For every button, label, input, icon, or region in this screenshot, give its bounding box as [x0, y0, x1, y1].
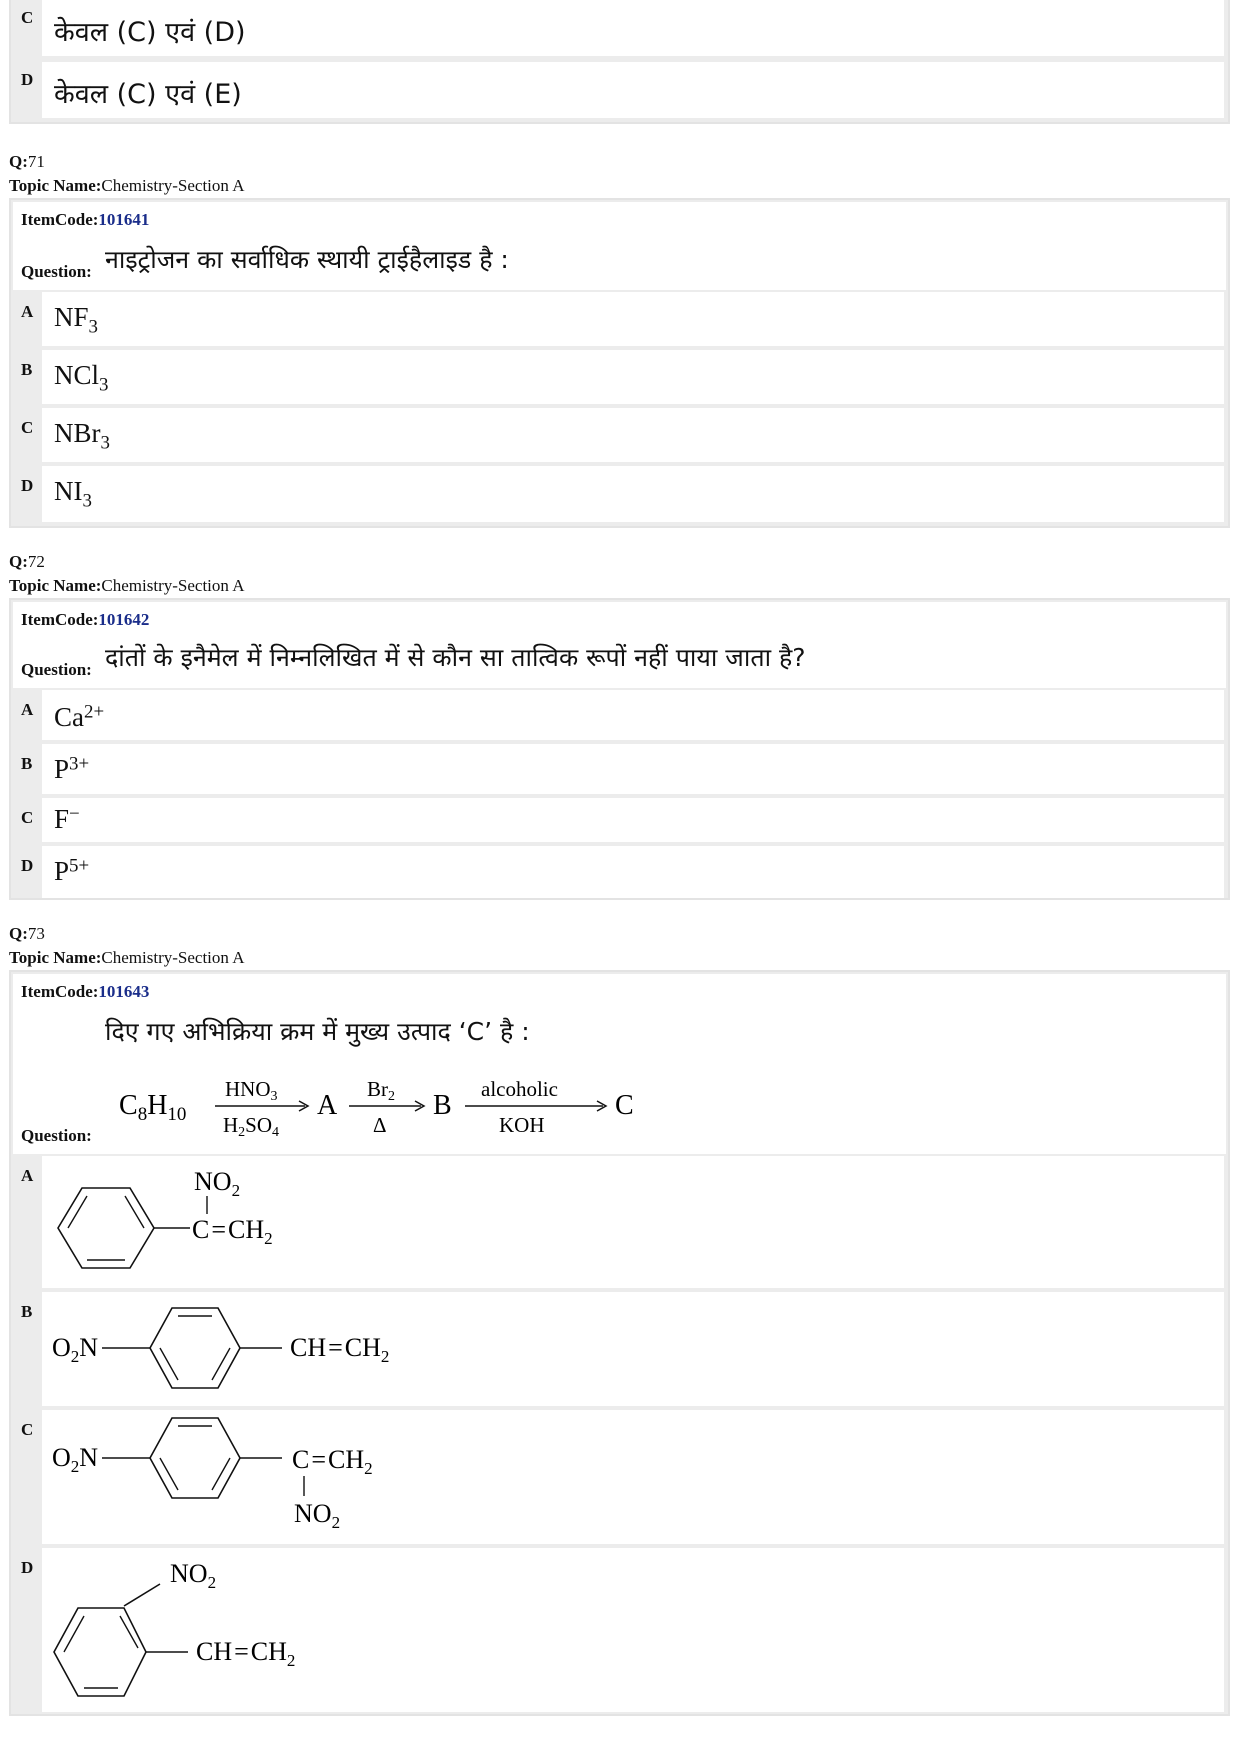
- option-letter: C: [21, 8, 34, 27]
- question-text: दिए गए अभिक्रिया क्रम में मुख्य उत्पाद ‘C’ है :: [105, 1017, 530, 1046]
- option-cell[interactable]: [42, 1292, 1224, 1406]
- option-formula: $P^{5+}$: [54, 855, 90, 886]
- question-table-73: [9, 970, 1230, 1716]
- option-row: [11, 1548, 1228, 1714]
- option-letter: A: [21, 1166, 34, 1185]
- option-formula: NBr$_3$: [54, 418, 110, 454]
- group-vinyl: $CH=CH_2$: [196, 1637, 296, 1670]
- step2-bottom: Δ: [373, 1113, 387, 1137]
- option-cell[interactable]: [42, 0, 1224, 56]
- option-letter: B: [21, 360, 33, 379]
- option-formula: F−: [54, 803, 80, 834]
- option-letter: A: [21, 700, 34, 719]
- intermediate-a: A: [317, 1090, 338, 1121]
- option-cell[interactable]: [42, 798, 1224, 842]
- option-letter: D: [21, 856, 34, 875]
- option-text: केवल (C) एवं (E): [54, 79, 242, 110]
- option-text: केवल (C) एवं (D): [54, 17, 246, 48]
- group-no2: $NO_2$: [194, 1167, 241, 1200]
- question-header: [13, 974, 1226, 1154]
- question-text: नाइट्रोजन का सर्वाधिक स्थायी ट्राईहैलाइड है :: [105, 245, 509, 274]
- question-label: Question:: [21, 262, 92, 281]
- question-text: दांतों के इनैमेल में निम्नलिखित में से कौन सा तात्विक रूपों नहीं पाया जाता है?: [105, 643, 806, 672]
- step2-top: Br2: [367, 1077, 395, 1104]
- question-label: Question:: [21, 1126, 92, 1145]
- structure-a: [42, 1156, 362, 1288]
- question-number: Q:71: [9, 152, 45, 171]
- benzene-ring-icon: [150, 1418, 240, 1498]
- option-row: [11, 408, 1228, 464]
- group-vinyl: $CH=CH_2$: [290, 1333, 390, 1366]
- option-row: [11, 466, 1228, 522]
- group-vinyl: $C=CH_2$: [192, 1215, 273, 1248]
- option-letter: D: [21, 1558, 34, 1577]
- group-o2n: $O_2N$: [52, 1443, 99, 1476]
- option-cell[interactable]: [42, 408, 1224, 462]
- option-letter: C: [21, 1420, 34, 1439]
- question-table-71: [9, 198, 1230, 528]
- question-number: Q:73: [9, 924, 45, 943]
- benzene-ring-icon: [54, 1608, 146, 1696]
- option-row: [11, 60, 1228, 120]
- structure-d: [42, 1548, 402, 1712]
- question-label: Question:: [21, 660, 92, 679]
- option-row: [11, 350, 1228, 406]
- option-row: [11, 1156, 1228, 1290]
- benzene-ring-icon: [58, 1188, 154, 1268]
- option-letter: D: [21, 476, 34, 495]
- group-no2: $NO_2$: [170, 1559, 217, 1592]
- option-cell[interactable]: [42, 690, 1224, 740]
- structure-b: [42, 1292, 462, 1406]
- option-row: [11, 0, 1228, 58]
- option-cell[interactable]: [42, 744, 1224, 794]
- topic-name: Topic Name:Chemistry-Section A: [9, 948, 245, 967]
- scheme-start: $C_8H_{10}$: [119, 1090, 187, 1125]
- option-row: [11, 690, 1228, 742]
- option-formula: NCl$_3$: [54, 360, 109, 396]
- option-row: [11, 744, 1228, 796]
- option-letter: A: [21, 302, 34, 321]
- option-cell[interactable]: [42, 62, 1224, 118]
- group-o2n: $O_2N$: [52, 1333, 99, 1366]
- intermediate-b: B: [433, 1090, 452, 1121]
- item-code: ItemCode:101641: [21, 210, 150, 229]
- question-number: Q:72: [9, 552, 45, 571]
- option-letter: C: [21, 418, 34, 437]
- option-cell[interactable]: [42, 1410, 1224, 1544]
- option-formula: $Ca^{2+}$: [54, 701, 105, 732]
- item-code: ItemCode:101643: [21, 982, 150, 1001]
- prev-question-options: [9, 0, 1230, 124]
- option-cell[interactable]: [42, 846, 1224, 898]
- topic-name: Topic Name:Chemistry-Section A: [9, 576, 245, 595]
- option-row: [11, 292, 1228, 348]
- option-row: [11, 798, 1228, 844]
- group-vinyl: $C=CH_2$: [292, 1445, 373, 1478]
- topic-name: Topic Name:Chemistry-Section A: [9, 176, 245, 195]
- option-row: [11, 1410, 1228, 1546]
- step3-bottom: KOH: [499, 1113, 545, 1137]
- question-header: [13, 602, 1226, 688]
- benzene-ring-icon: [150, 1308, 240, 1388]
- question-header: [13, 202, 1226, 290]
- step1-top: HNO3: [225, 1077, 278, 1104]
- option-letter: C: [21, 808, 34, 827]
- structure-c: [42, 1410, 462, 1544]
- option-formula: $P^{3+}$: [54, 753, 90, 784]
- option-cell[interactable]: [42, 292, 1224, 346]
- option-formula: $NF_3$: [54, 302, 98, 338]
- question-table-72: [9, 598, 1230, 900]
- option-letter: D: [21, 70, 34, 89]
- option-row: [11, 1292, 1228, 1408]
- option-formula: $NI_3$: [54, 476, 92, 512]
- option-cell[interactable]: [42, 1156, 1224, 1288]
- option-cell[interactable]: [42, 1548, 1224, 1712]
- option-letter: B: [21, 754, 33, 773]
- reaction-scheme: [103, 1074, 703, 1154]
- step3-top: alcoholic: [481, 1077, 558, 1101]
- item-code: ItemCode:101642: [21, 610, 150, 629]
- option-row: [11, 846, 1228, 898]
- option-cell[interactable]: [42, 350, 1224, 404]
- option-cell[interactable]: [42, 466, 1224, 522]
- group-no2: $NO_2$: [294, 1499, 341, 1532]
- option-letter: B: [21, 1302, 33, 1321]
- product-c: C: [615, 1090, 634, 1121]
- step1-bottom: H2SO4: [223, 1113, 280, 1140]
